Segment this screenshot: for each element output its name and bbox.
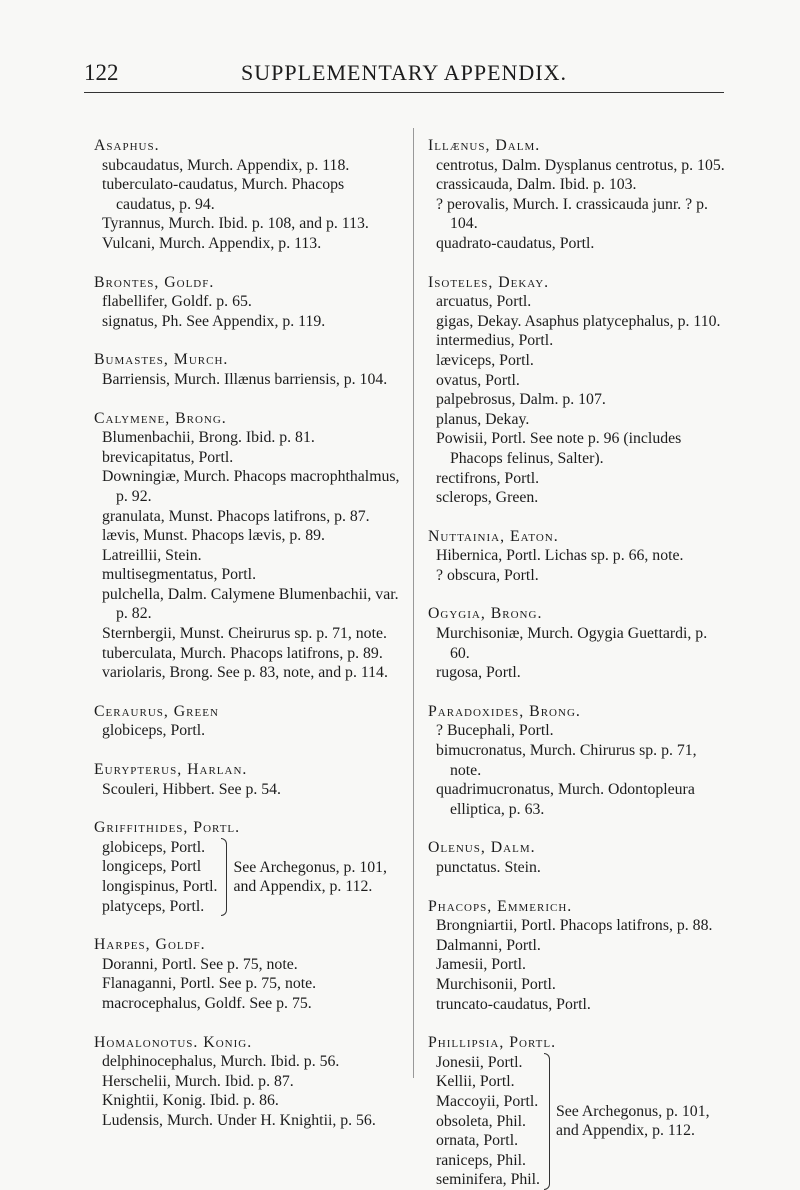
genus-name: Asaphus. [94,137,160,154]
species-entry: multisegmentatus, Portl. [102,566,257,584]
species-entry: palpebrosus, Dalm. p. 107. [436,391,606,409]
species-entry: ? perovalis, Murch. I. crassicauda junr. ? p. 104. [436,195,708,233]
species-entry: Vulcani, Murch. Appendix, p. 113. [102,234,322,252]
species-entry: Dalmanni, Portl. [436,936,541,954]
bracketed-species-group [94,838,406,916]
section-gap [428,878,728,897]
species-entry: delphinocephalus, Murch. Ibid. p. 56. [102,1053,340,1071]
species-entry: globiceps, Portl. [102,838,206,856]
genus-section [428,838,728,877]
section-gap [94,916,406,935]
right-column [428,136,728,1190]
species-entry: Murchisoniæ, Murch. Ogygia Guettardi, p. 60. [436,625,708,662]
page-number: 122 [84,60,119,85]
species-entry: Kellii, Portl. [436,1073,515,1091]
genus-section [94,935,406,1013]
species-entry: lævis, Munst. Phacops lævis, p. 89. [102,527,325,545]
section-gap [428,683,728,702]
genus-section [428,1033,728,1190]
header-rule [84,92,724,93]
species-entry: Murchisonii, Portl. [436,975,556,993]
species-entry: Blumenbachii, Brong. Ibid. p. 81. [102,429,315,447]
species-entry: gigas, Dekay. Asaphus platycephalus, p. 110. [436,312,721,330]
species-entry: Herschelii, Murch. Ibid. p. 87. [102,1072,294,1090]
species-entry: Scouleri, Hibbert. See p. 54. [102,780,281,798]
genus-name: Phacops, Emmerich. [428,897,573,915]
species-entry: tuberculata, Murch. Phacops latifrons, p. 89. [102,644,383,662]
species-entry: Knightii, Konig. Ibid. p. 86. [102,1092,279,1110]
species-entry: truncato-caudatus, Portl. [436,995,591,1013]
column-divider [413,128,414,1078]
genus-name: Ceraurus, Green [94,702,219,720]
species-entry: signatus, Ph. See Appendix, p. 119. [102,312,326,330]
group-note-line: See Archegonus, p. 101, [233,859,387,876]
genus-name: Eurypterus, Harlan. [94,761,248,779]
group-note [556,1102,710,1140]
genus-name: Bumastes, Murch. [94,351,229,369]
species-entry: brevicapitatus, Portl. [102,448,234,466]
species-entry: rectifrons, Portl. [436,469,540,487]
species-entry: Brongniartii, Portl. Phacops latifrons, p. 88. [436,917,713,935]
species-entry: Powisii, Portl. See note p. 96 (includes Phacops felinus, Salter). [436,430,682,467]
genus-section [428,273,728,508]
section-gap [94,390,406,409]
species-entry: Jamesii, Portl. [436,956,526,974]
genus-section [94,273,406,332]
species-entry: granulata, Munst. Phacops latifrons, p. 87. [102,507,370,525]
species-entry: intermedius, Portl. [436,332,554,350]
species-entry: subcaudatus, Murch. Appendix, p. 118. [102,156,350,174]
genus-section [94,1033,406,1131]
left-column [94,136,406,1131]
species-entry: arcuatus, Portl. [436,293,532,311]
species-entry: variolaris, Brong. See p. 83, note, and p. 114. [102,664,388,682]
species-entry: Flanaganni, Portl. See p. 75, note. [102,975,317,993]
species-entry: seminifera, Phil. [436,1171,540,1189]
genus-section [428,136,728,254]
section-gap [428,819,728,838]
bracketed-species-group [428,1053,728,1190]
species-entry: centrotus, Dalm. Dysplanus centrotus, p. 105. [436,156,725,174]
species-entry: Jonesii, Portl. [436,1053,523,1071]
genus-name: Illænus, Dalm. [428,137,541,154]
species-entry: tuberculato-caudatus, Murch. Phacops caudatus, p. 94. [102,176,345,213]
species-entry: rugosa, Portl. [436,664,521,682]
species-entry: planus, Dekay. [436,410,530,428]
brace-bracket [221,838,227,916]
genus-section [428,897,728,1015]
species-entry: Ludensis, Murch. Under H. Knightii, p. 56. [102,1111,376,1129]
species-entry: longiceps, Portl [102,858,202,876]
species-entry: globiceps, Portl. [102,722,206,740]
genus-section [428,702,728,820]
species-entry: Barriensis, Murch. Illænus barriensis, p. 104. [102,370,388,388]
species-entry: obsoleta, Phil. [436,1112,526,1130]
species-entry: Tyrannus, Murch. Ibid. p. 108, and p. 113. [102,215,369,233]
genus-name: Griffithides, Portl. [94,819,241,837]
genus-name: Harpes, Goldf. [94,936,206,954]
genus-section [428,604,728,682]
section-gap [94,741,406,760]
species-entry: quadrimucronatus, Murch. Odontopleura elliptica, p. 63. [436,781,695,818]
species-entry: quadrato-caudatus, Portl. [436,234,595,252]
genus-section [94,409,406,683]
genus-section [94,818,406,916]
section-gap [94,1014,406,1033]
species-entry: raniceps, Phil. [436,1151,526,1169]
genus-name: Brontes, Goldf. [94,273,215,291]
group-note [233,858,387,896]
section-gap [94,683,406,702]
species-entry: flabellifer, Goldf. p. 65. [102,293,252,311]
species-entry: Downingiæ, Murch. Phacops macrophthalmus, p. 92. [102,468,400,505]
genus-name: Ogygia, Brong. [428,605,543,623]
group-note-line: See Archegonus, p. 101, [555,1103,710,1121]
species-entry: pulchella, Dalm. Calymene Blumenbachii, var. p. 82. [102,585,399,623]
species-entry: platyceps, Portl. [102,897,205,915]
genus-name: Isoteles, Dekay. [428,273,550,291]
section-gap [94,331,406,350]
genus-section [428,527,728,586]
genus-name: Nuttainia, Eaton. [428,527,559,545]
species-entry: bimucronatus, Murch. Chirurus sp. p. 71, note. [436,742,697,779]
page-title: SUPPLEMENTARY APPENDIX. [240,60,568,85]
species-entry: punctatus. Stein. [436,859,541,876]
species-entry: Sternbergii, Munst. Cheirurus sp. p. 71, note. [102,625,387,643]
species-entry: ovatus, Portl. [436,371,520,389]
genus-section [94,760,406,799]
species-entry: ? Bucephali, Portl. [436,722,554,740]
species-entry: ornata, Portl. [436,1132,519,1150]
species-entry: Latreillii, Stein. [102,546,202,564]
genus-name: Homalonotus. Konig. [94,1033,253,1051]
section-gap [428,1014,728,1033]
section-gap [94,254,406,273]
species-entry: sclerops, Green. [436,489,539,507]
brace-bracket [544,1053,550,1190]
species-entry: Doranni, Portl. See p. 75, note. [102,955,298,973]
species-entry: longispinus, Portl. [102,878,218,895]
genus-name: Phillipsia, Portl. [428,1034,557,1052]
species-entry: ? obscura, Portl. [436,566,539,584]
group-note-line: and Appendix, p. 112. [233,878,373,895]
species-entry: Maccoyii, Portl. [436,1092,539,1110]
group-note-line: and Appendix, p. 112. [555,1122,695,1140]
section-gap [428,508,728,527]
species-entry: crassicauda, Dalm. Ibid. p. 103. [436,176,637,194]
genus-section [94,350,406,389]
species-entry: macrocephalus, Goldf. See p. 75. [102,994,312,1012]
genus-section [94,702,406,741]
genus-name: Paradoxides, Brong. [428,702,581,720]
genus-name: Olenus, Dalm. [428,839,536,857]
genus-section [94,136,406,254]
species-entry: læviceps, Portl. [436,351,534,369]
genus-name: Calymene, Brong. [94,409,227,427]
section-gap [428,254,728,273]
species-entry: Hibernica, Portl. Lichas sp. p. 66, note. [436,547,684,565]
running-header [84,60,724,90]
section-gap [428,585,728,604]
section-gap [94,799,406,818]
